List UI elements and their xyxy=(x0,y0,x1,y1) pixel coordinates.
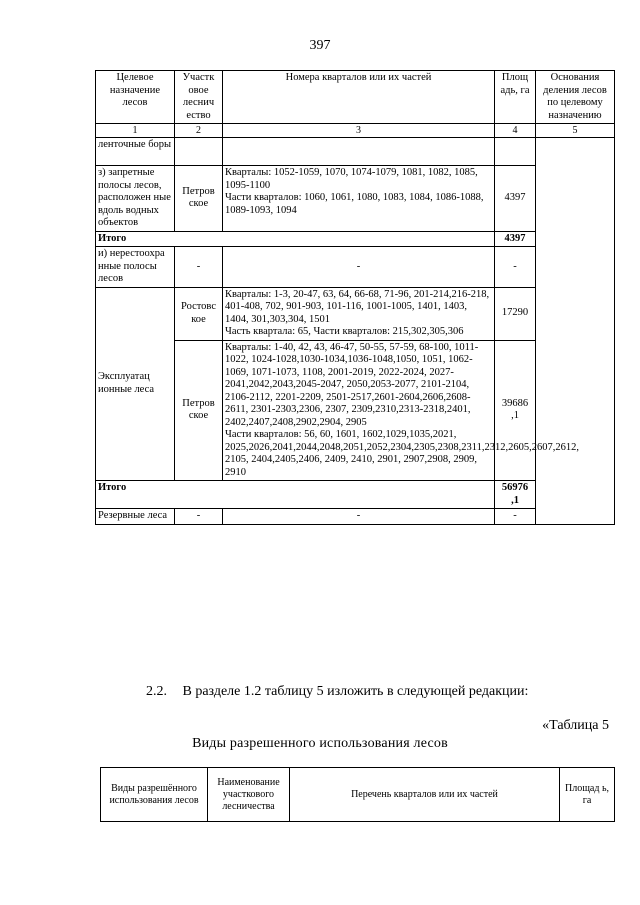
area-cell: - xyxy=(495,509,536,525)
header-purpose: Целевое назначение лесов xyxy=(96,71,175,124)
header-quarters-list: Перечень кварталов или их частей xyxy=(290,768,560,822)
col-number-1: 1 xyxy=(96,124,175,138)
paragraph-number: 2.2. xyxy=(146,684,167,699)
quarters-list: Кварталы: 1052-1059, 1070, 1074-1079, 1081, 1082, 1085, 1095-1100 xyxy=(225,167,478,191)
forestry-cell xyxy=(175,138,223,166)
header-forestry: Участк овое леснич ество xyxy=(175,71,223,124)
forestry-cell: - xyxy=(175,509,223,525)
purpose-cell: з) запретные полосы лесов, расположен ные вдоль водных объектов xyxy=(96,166,175,232)
purpose-cell: Эксплуатац ионные леса xyxy=(96,287,175,481)
column-number-row xyxy=(96,124,615,138)
col-number-5: 5 xyxy=(536,124,615,138)
table-header-row xyxy=(96,71,615,124)
col-number-3: 3 xyxy=(223,124,495,138)
quarters-cell: - xyxy=(223,247,495,288)
total-value: 4397 xyxy=(495,231,536,247)
quarter-parts-list: Части кварталов: 56, 60, 1601, 1602,1029,1035,2021, 2025,2026,2041,2044,2048,2051,2052,2304,2305,2308,2311,2312,2605,2607,2612, 2105, 2404,2405,2406, 2409, 2410, 2901, 2907,2908, 2909, 2910 xyxy=(225,429,579,478)
col-number-2: 2 xyxy=(175,124,223,138)
purpose-cell: ленточные боры xyxy=(96,138,175,166)
forestry-cell: Петров ское xyxy=(175,166,223,232)
table-label: «Таблица 5 xyxy=(542,718,609,733)
forestry-cell: - xyxy=(175,247,223,288)
total-label: Итого xyxy=(96,231,495,247)
header-use-type: Виды разрешённого использования лесов xyxy=(101,768,208,822)
quarter-parts-list: Части кварталов: 1060, 1061, 1080, 1083, 1084, 1086-1088, 1089-1093, 1094 xyxy=(225,192,484,216)
header-area: Площ адь, га xyxy=(495,71,536,124)
col-number-4: 4 xyxy=(495,124,536,138)
forestry-cell: Ростовс кое xyxy=(175,287,223,340)
quarters-cell xyxy=(223,166,495,232)
quarters-cell: - xyxy=(223,509,495,525)
header-area: Площад ь, га xyxy=(560,768,615,822)
header-basis: Основания деления лесов по целевому назначению xyxy=(536,71,615,124)
area-cell: 4397 xyxy=(495,166,536,232)
area-cell: 39686 ,1 xyxy=(495,340,536,481)
area-cell: 17290 xyxy=(495,287,536,340)
quarters-cell xyxy=(223,287,495,340)
total-value: 56976 ,1 xyxy=(495,481,536,509)
page-number: 397 xyxy=(309,38,331,53)
quarter-parts-list: Часть квартала: 65, Части кварталов: 215,302,305,306 xyxy=(225,326,464,337)
quarters-list: Кварталы: 1-3, 20-47, 63, 64, 66-68, 71-96, 201-214,216-218, 401-408, 702, 901-903, 101-116, 1001-1005, 1401, 1403, 1404, 301,303,304, 1501 xyxy=(225,288,490,325)
purpose-cell: и) нерестоохра нные полосы лесов xyxy=(96,247,175,288)
area-cell: - xyxy=(495,247,536,288)
paragraph-text: В разделе 1.2 таблицу 5 изложить в следующей редакции: xyxy=(182,684,529,699)
permitted-use-table xyxy=(100,767,615,822)
header-quarters: Номера кварталов или их частей xyxy=(223,71,495,124)
forest-purpose-table xyxy=(95,70,615,525)
forestry-cell: Петров ское xyxy=(175,340,223,481)
table-header-row xyxy=(101,768,615,822)
purpose-cell: Резервные леса xyxy=(96,509,175,525)
quarters-cell xyxy=(223,138,495,166)
table-row xyxy=(96,138,615,166)
table-title: Виды разрешенного использования лесов xyxy=(192,736,448,751)
basis-cell xyxy=(536,138,615,525)
amendment-paragraph xyxy=(146,684,528,700)
area-cell xyxy=(495,138,536,166)
quarters-list: Кварталы: 1-40, 42, 43, 46-47, 50-55, 57-59, 68-100, 1011-1022, 1024-1028,1030-1034,1036-1048,1050, 1051, 1062-1069, 1071-1073, 1108, 2001-2019, 2022-2024, 2027-2041,2042,2043,2045-2047, 2050,2053-2077, 2101-2104, 2106-2112, 2201-2209, 2501-2517,2601-2604,2606,2608-2611, 2301-2303,2306, 2307, 2309,2310,2313-2318,2401, 2402,2407,2408,2902,2904, 2905 xyxy=(225,341,479,428)
header-forestry-name: Наименование участкового лесничества xyxy=(208,768,290,822)
total-label: Итого xyxy=(96,481,495,509)
